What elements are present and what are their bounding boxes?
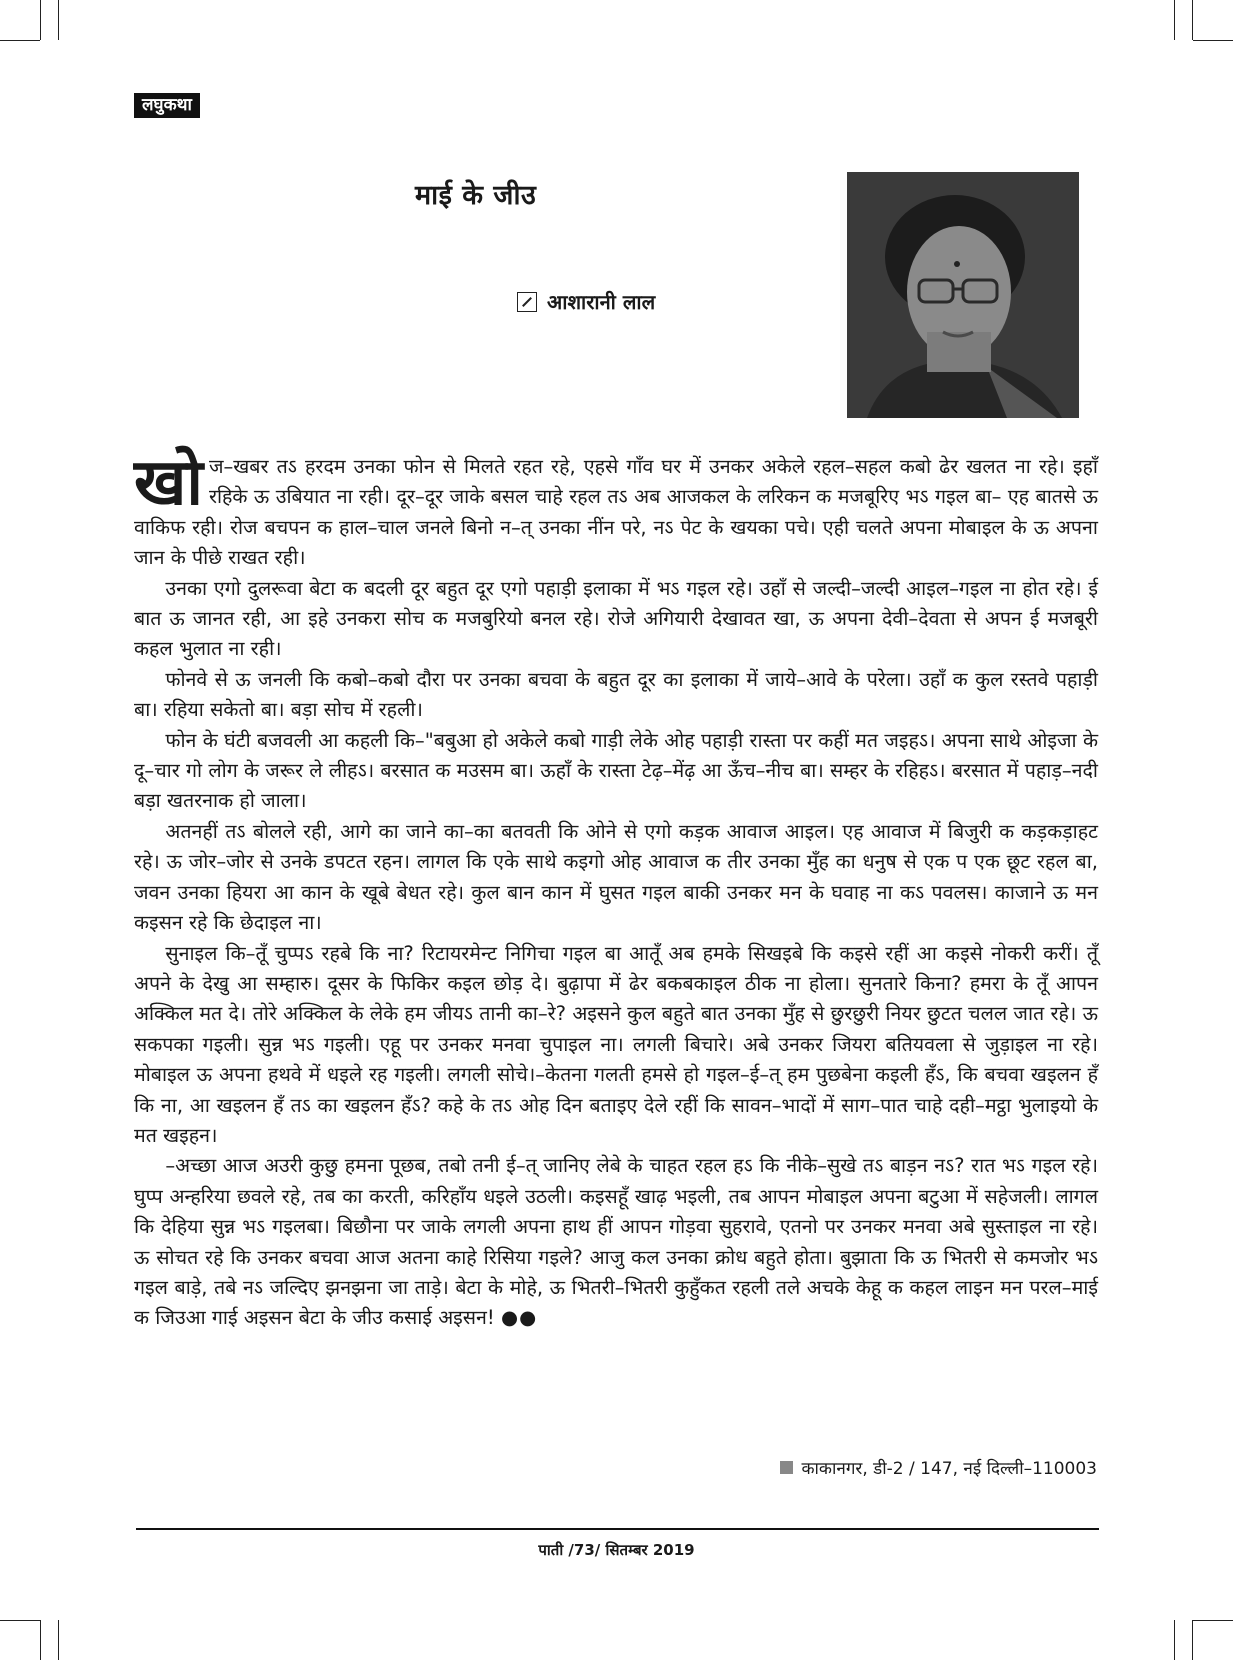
page-title: माई के जीउ	[415, 180, 537, 211]
article-paragraph: खोज–खबर तऽ हरदम उनका फोन से मिलते रहत रहे, एहसे गाँव घर में उनकर अकेले रहल–सहल कबो ढेर खलत ना रहे। इहाँ रहिके ऊ उबियात ना रही। दूर–दूर जाके बसल चाहे रहल तऽ अब आजकल के लरिकन क मजबूरिए भऽ गइल बा– एह बातसे ऊ वाकिफ रही। रोज बचपन क हाल–चाल जनले बिनो न–त् उनका नींन परे, नऽ पेट के खयका पचे। एही चलते अपना मोबाइल के ऊ अपना जान के पीछे राखत रही।	[134, 446, 1098, 570]
article-paragraph: उनका एगो दुलरूवा बेटा क बदली दूर बहुत दूर एगो पहाड़ी इलाका में भऽ गइल रहे। उहाँ से जल्दी–जल्दी आइल–गइल ना होत रहे। ई बात ऊ जानत रही, आ इहे उनकरा सोच क मजबुरियो बनल रहे। रोजे अगियारी देखावत खा, ऊ अपना देवी–देवता से अपन ई मजबूरी कहल भुलात ना रही।	[134, 576, 1099, 661]
end-mark: ●●	[501, 1306, 538, 1330]
crop-mark	[0, 1620, 40, 1621]
address-text: काकानगर, डी-2 / 147, नई दिल्ली–110003	[801, 1459, 1097, 1479]
crop-mark	[40, 0, 41, 40]
section-label: लघुकथा	[134, 93, 200, 118]
author-byline	[517, 288, 655, 315]
crop-mark	[1174, 1620, 1175, 1660]
crop-mark	[58, 0, 59, 40]
pen-icon	[517, 292, 537, 312]
crop-mark	[40, 1620, 41, 1660]
crop-mark	[1193, 40, 1233, 41]
author-portrait-image	[847, 172, 1079, 418]
crop-mark	[58, 1620, 59, 1660]
article-paragraph: फोन के घंटी बजवली आ कहली कि–"बबुआ हो अकेले कबो गाड़ी लेके ओह पहाड़ी रास्ता पर कहीं मत जइहऽ। अपना साथे ओइजा के दू–चार गो लोग के जरूर ले लीहऽ। बरसात क मउसम बा। ऊहाँ के रास्ता टेढ़–मेंढ़ आ ऊँच–नीच बा। सम्हर के रहिहऽ। बरसात में पहाड़–नदी बड़ा खतरनाक हो जाला।	[134, 728, 1098, 813]
crop-mark	[1192, 0, 1193, 40]
crop-mark	[1192, 1620, 1193, 1660]
author-address	[780, 1456, 1097, 1479]
crop-mark	[1193, 1620, 1233, 1621]
crop-mark	[0, 40, 40, 41]
article-paragraph: फोनवे से ऊ जनली कि कबो–कबो दौरा पर उनका बचवा के बहुत दूर का इलाका में जाये–आवे के परेला। उहाँ क कुल रस्तवे पहाड़ी बा। रहिया सकेतो बा। बड़ा सोच में रहली।	[134, 667, 1099, 722]
footer-rule	[136, 1528, 1099, 1530]
square-bullet-icon	[780, 1461, 793, 1474]
article-paragraph: सुनाइल कि–तूँ चुप्पऽ रहबे कि ना? रिटायरमेन्ट निगिचा गइल बा आतूँ अब हमके सिखइबे कि कइसे रहीं आ कइसे नोकरी करीं। तूँ अपने के देखु आ सम्हारु। दूसर के फिकिर कइल छोड़ दे। बुढ़ापा में ढेर बकबकाइल ठीक ना होला। सुनतारे किना? हमरा के तूँ आपन अक्किल मत दे। तोरे अक्किल के लेके हम जीयऽ तानी का–रे? अइसने कुल बहुते बात उनका मुँह से छुरछुरी नियर छुटत चलल जात रहे। ऊ सकपका गइली। सुन्न भऽ गइली। एहू पर उनकर मनवा चुपाइल ना। लगली बिचारे। अबे उनकर जियरा बतियवला से जुड़ाइल ना रहे। मोबाइल ऊ अपना हथवे में धइले रह गइली। लगली सोचे।–केतना गलती हमसे हो गइल–ई–त् हम पुछबेना कइली हँऽ, कि बचवा खइलन हँ कि ना, आ खइलन हँ तऽ का खइलन हँऽ? कहे के तऽ ओह दिन बताइए देले रहीं कि सावन–भादों में साग–पात चाहे दही–मट्ठा भुलाइयो के मत खइहन।	[134, 941, 1098, 1147]
page-footer: पाती /73/ सितम्बर 2019	[538, 1541, 695, 1559]
crop-mark	[1174, 0, 1175, 40]
article-paragraph: –अच्छा आज अउरी कुछु हमना पूछब, तबो तनी ई–त् जानिए लेबे के चाहत रहल हऽ कि नीके–सुखे तऽ बाड़न नऽ? रात भऽ गइल रहे। घुप्प अन्हरिया छवले रहे, तब का करती, करिहाँय धइले उठली। कइसहूँ खाढ़ भइली, तब आपन मोबाइल अपना बटुआ में सहेजली। लागल कि देहिया सुन्न भऽ गइलबा। बिछौना पर जाके लगली अपना हाथ हीं आपन गोड़वा सुहरावे, एतनो पर उनकर मनवा अबे सुस्ताइल ना रहे। ऊ सोचत रहे कि उनकर बचवा आज अतना काहे रिसिया गइले? आजु कल उनका क्रोध बहुते होता। बुझाता कि ऊ भितरी से कमजोर भऽ गइल बाड़े, तबे नऽ जल्दिए झनझना जा ताड़े। बेटा के मोहे, ऊ भितरी–भितरी कुहुँकत रहली तले अचके केहू क कहल लाइन मन परल–माई क जिउआ गाई अइसन बेटा के जीउ कसाई अइसन! ●●	[134, 1154, 1098, 1330]
author-name: आशारानी लाल	[547, 290, 656, 314]
author-photo	[847, 172, 1079, 418]
article-paragraph: अतनहीं तऽ बोलले रही, आगे का जाने का–का बतवती कि ओने से एगो कड़क आवाज आइल। एह आवाज में बिजुरी क कड़कड़ाहट रहे। ऊ जोर–जोर से उनके डपटत रहन। लागल कि एके साथे कइगो ओह आवाज क तीर उनका मुँह का धनुष से एक प एक छूट रहल बा, जवन उनका हियरा आ कान के खूबे बेधत रहे। कुल बान कान में घुसत गइल बाकी उनकर मन के घवाह ना कऽ पवलस। काजाने ऊ मन कइसन रहे कि छेदाइल ना।	[134, 819, 1098, 935]
drop-cap: खो	[134, 446, 203, 520]
article-body	[134, 446, 1099, 1334]
